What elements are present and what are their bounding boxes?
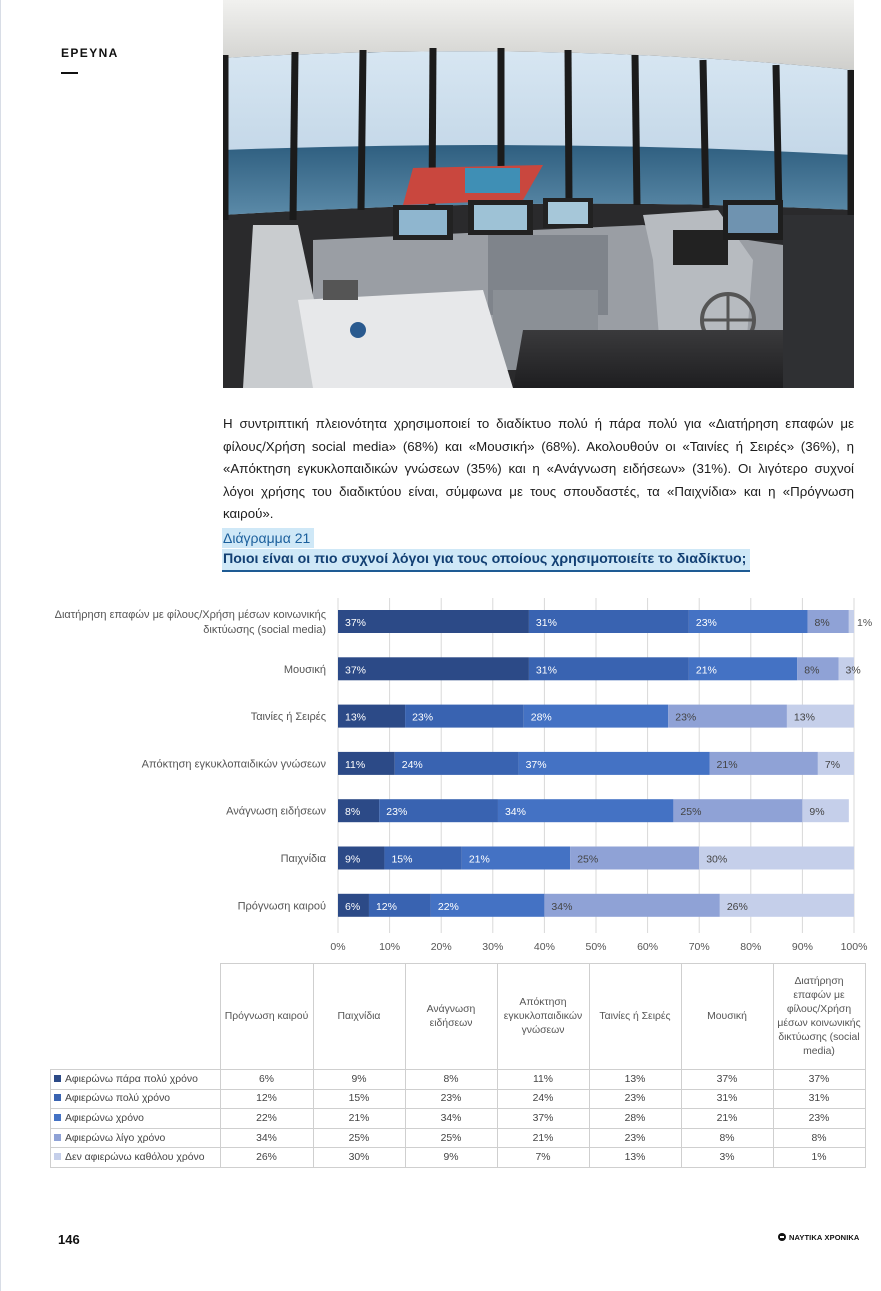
data-label: 21% — [468, 853, 490, 866]
data-label: 28% — [530, 711, 552, 724]
legend-label: Αφιερώνω χρόνο — [65, 1112, 144, 1124]
data-label: 37% — [525, 758, 547, 771]
x-tick-label: 70% — [688, 941, 710, 953]
table-column-header: Ταινίες ή Σειρές — [589, 964, 681, 1070]
table-row-label — [51, 1070, 221, 1090]
x-tick-label: 40% — [533, 941, 555, 953]
bar-segment — [338, 610, 529, 633]
x-tick-label: 80% — [740, 941, 762, 953]
table-cell: 31% — [681, 1089, 773, 1109]
x-tick-label: 60% — [637, 941, 659, 953]
data-label: 23% — [412, 711, 434, 724]
table-cell: 37% — [681, 1070, 773, 1090]
table-cell: 37% — [497, 1109, 589, 1129]
data-label: 1% — [857, 617, 873, 629]
data-label: 21% — [695, 664, 717, 677]
table-cell: 34% — [220, 1128, 313, 1148]
data-label: 31% — [535, 617, 557, 629]
data-label: 15% — [391, 853, 413, 866]
data-label: 8% — [804, 664, 820, 677]
data-label: 34% — [504, 806, 526, 819]
data-label: 12% — [375, 900, 397, 913]
data-label: 6% — [345, 900, 361, 913]
table-cell: 3% — [681, 1148, 773, 1168]
table-cell: 37% — [773, 1070, 865, 1090]
data-label: 34% — [551, 900, 573, 913]
table-column-header: Πρόγνωση καιρού — [220, 964, 313, 1070]
x-tick-label: 90% — [791, 941, 813, 953]
table-cell: 25% — [405, 1128, 497, 1148]
section-heading: ΕΡΕΥΝΑ — [61, 46, 119, 60]
x-tick-label: 10% — [379, 941, 401, 953]
table-cell: 31% — [773, 1089, 865, 1109]
x-tick-label: 0% — [330, 941, 346, 953]
legend-label: Αφιερώνω πάρα πολύ χρόνο — [65, 1073, 198, 1085]
table-row-label — [51, 1148, 221, 1168]
table-cell: 13% — [589, 1070, 681, 1090]
table-cell: 8% — [405, 1070, 497, 1090]
category-label: Ταινίες ή Σειρές — [250, 711, 326, 724]
data-table — [50, 963, 866, 1168]
data-label: 37% — [345, 617, 367, 629]
data-label: 21% — [716, 758, 738, 771]
table-cell: 34% — [405, 1109, 497, 1129]
category-label: Ανάγνωση ειδήσεων — [226, 805, 326, 818]
table-cell: 9% — [313, 1070, 405, 1090]
table-row — [51, 1148, 866, 1168]
table-cell: 7% — [497, 1148, 589, 1168]
table-row-label — [51, 1109, 221, 1129]
data-label: 22% — [437, 900, 459, 913]
table-column-header: Διατήρηση επαφών με φίλους/Χρήση μέσων κοινωνικής δικτύωσης (social media) — [773, 964, 865, 1070]
category-label: Διατήρηση επαφών με φίλους/Χρήση μέσων κοινωνικής — [54, 609, 326, 621]
table-cell: 23% — [773, 1109, 865, 1129]
bar-segment — [849, 610, 854, 633]
stacked-bar-chart — [0, 598, 881, 958]
table-column-header: Μουσική — [681, 964, 773, 1070]
category-label: Παιχνίδια — [280, 853, 326, 865]
data-label: 25% — [680, 806, 702, 819]
table-cell: 8% — [773, 1128, 865, 1148]
table-row — [51, 1109, 866, 1129]
diagram-number: Διάγραμμα 21 — [222, 528, 314, 548]
x-tick-label: 100% — [840, 941, 868, 953]
section-heading-underline — [61, 72, 78, 74]
data-label: 23% — [386, 806, 408, 819]
table-cell: 21% — [681, 1109, 773, 1129]
data-label: 26% — [726, 900, 748, 913]
table-cell: 30% — [313, 1148, 405, 1168]
legend-label: Αφιερώνω λίγο χρόνο — [65, 1132, 166, 1144]
data-label: 30% — [706, 853, 728, 866]
bar-segment — [519, 752, 710, 775]
legend-label: Αφιερώνω πολύ χρόνο — [65, 1093, 171, 1105]
table-cell: 23% — [405, 1089, 497, 1109]
page-number: 146 — [58, 1232, 80, 1247]
bar-segment — [338, 657, 529, 680]
table-cell: 22% — [220, 1109, 313, 1129]
data-label: 7% — [824, 758, 841, 771]
table-cell: 8% — [681, 1128, 773, 1148]
category-label: Απόκτηση εγκυκλοπαιδικών γνώσεων — [141, 758, 326, 771]
table-cell: 21% — [313, 1109, 405, 1129]
table-cell: 23% — [589, 1128, 681, 1148]
table-row-label — [51, 1128, 221, 1148]
data-label: 13% — [793, 711, 815, 724]
category-label: δικτύωσης (social media) — [203, 624, 326, 636]
table-row — [51, 1070, 866, 1090]
table-column-header: Παιχνίδια — [313, 964, 405, 1070]
x-tick-label: 50% — [585, 941, 607, 953]
table-column-header: Ανάγνωση ειδήσεων — [405, 964, 497, 1070]
data-label: 9% — [345, 853, 361, 866]
table-row — [51, 1089, 866, 1109]
table-cell: 1% — [773, 1148, 865, 1168]
table-column-header: Απόκτηση εγκυκλοπαιδικών γνώσεων — [497, 964, 589, 1070]
x-tick-label: 30% — [482, 941, 504, 953]
table-cell: 21% — [497, 1128, 589, 1148]
ship-bridge-simulator-photo — [223, 0, 854, 388]
legend-swatch — [54, 1094, 61, 1101]
table-cell: 9% — [405, 1148, 497, 1168]
legend-swatch — [54, 1114, 61, 1121]
table-row — [51, 1128, 866, 1148]
data-label: 8% — [814, 617, 830, 629]
data-label: 24% — [401, 758, 423, 771]
data-label: 11% — [345, 758, 366, 771]
publication-brand — [778, 1233, 859, 1242]
brand-logo-icon — [778, 1233, 786, 1241]
table-cell: 11% — [497, 1070, 589, 1090]
diagram-title: Ποιοι είναι οι πιο συχνοί λόγοι για τους οποίους χρησιμοποιείτε το διαδίκτυο; — [222, 549, 750, 572]
table-row-label — [51, 1089, 221, 1109]
data-label: 23% — [695, 617, 717, 629]
table-cell: 6% — [220, 1070, 313, 1090]
x-tick-label: 20% — [430, 941, 452, 953]
legend-swatch — [54, 1134, 61, 1141]
table-cell: 23% — [589, 1089, 681, 1109]
table-cell: 13% — [589, 1148, 681, 1168]
table-cell: 26% — [220, 1148, 313, 1168]
legend-swatch — [54, 1153, 61, 1160]
table-cell: 15% — [313, 1089, 405, 1109]
data-label: 8% — [345, 806, 361, 819]
data-label: 13% — [345, 711, 367, 724]
table-corner — [51, 964, 221, 1070]
legend-label: Δεν αφιερώνω καθόλου χρόνο — [65, 1152, 205, 1164]
legend-swatch — [54, 1075, 61, 1082]
brand-name: ΝΑΥΤΙΚΑ ΧΡΟΝΙΚΑ — [789, 1233, 860, 1242]
data-label: 37% — [345, 664, 367, 677]
data-label: 3% — [845, 664, 861, 677]
category-label: Μουσική — [283, 663, 326, 676]
data-label: 9% — [809, 806, 825, 819]
table-cell: 25% — [313, 1128, 405, 1148]
data-label: 25% — [577, 853, 599, 866]
body-paragraph: Η συντριπτική πλειονότητα χρησιμοποιεί το διαδίκτυο πολύ ή πάρα πολύ για «Διατήρηση επαφών με φίλους/Χρήση social media» (68%) και «Μουσική» (68%). Ακολουθούν οι «Ταινίες ή Σειρές» (36%), η «Απόκτηση εγκυκλοπαιδικών γνώσεων (35%) και η «Ανάγνωση ειδήσεων» (31%). Οι λιγότερο συχνοί λόγοι χρήσης του διαδικτύου είναι, σύμφωνα με τους σπουδαστές, τα «Παιχνίδια» και η «Πρόγνωση καιρού». — [223, 416, 854, 521]
category-label: Πρόγνωση καιρού — [237, 900, 326, 913]
table-cell: 28% — [589, 1109, 681, 1129]
data-label: 23% — [675, 711, 697, 724]
data-label: 31% — [535, 664, 557, 677]
table-cell: 24% — [497, 1089, 589, 1109]
table-cell: 12% — [220, 1089, 313, 1109]
